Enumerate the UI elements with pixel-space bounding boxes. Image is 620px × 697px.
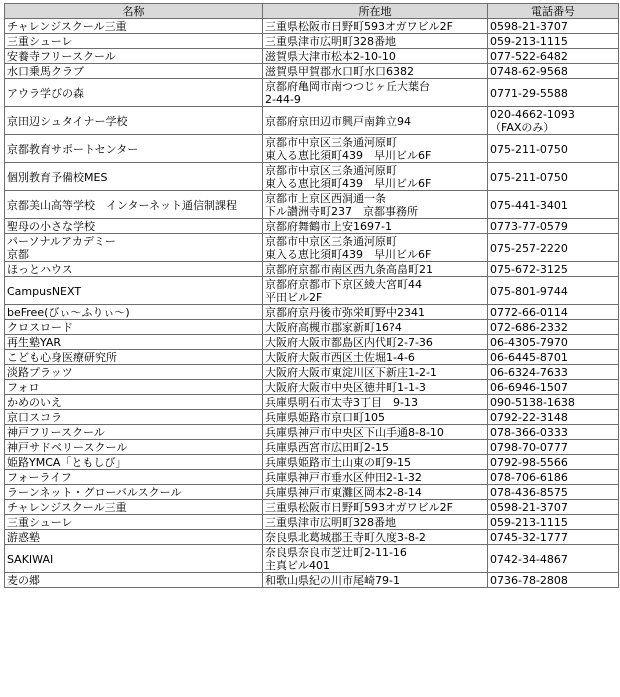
table-row	[5, 163, 619, 191]
school-phone: 0772-66-0114	[488, 305, 619, 320]
table-row	[5, 135, 619, 163]
school-name: 聖母の小さな学校	[5, 219, 263, 234]
table-row	[5, 234, 619, 262]
table-row	[5, 34, 619, 49]
table-row	[5, 573, 619, 588]
school-name: アウラ学びの森	[5, 79, 263, 107]
school-address: 京都府京都市下京区綾大宮町44 平田ビル2F	[263, 277, 488, 305]
school-address: 京都市上京区西洞通一条 下ル讃洲寺町237 京都事務所	[263, 191, 488, 219]
school-phone: 078-436-8575	[488, 485, 619, 500]
school-name: ラーンネット・グローバルスクール	[5, 485, 263, 500]
table-row	[5, 64, 619, 79]
table-row	[5, 380, 619, 395]
school-phone: 072-686-2332	[488, 320, 619, 335]
table-row	[5, 107, 619, 135]
school-phone: 0798-70-0777	[488, 440, 619, 455]
school-name: 京都美山高等学校 インターネット通信制課程	[5, 191, 263, 219]
school-phone: 075-257-2220	[488, 234, 619, 262]
school-phone: 0745-32-1777	[488, 530, 619, 545]
table-row	[5, 485, 619, 500]
school-address: 京都市中京区三条通河原町 東入る恵比須町439 早川ビル6F	[263, 234, 488, 262]
school-phone: 075-441-3401	[488, 191, 619, 219]
school-name: ほっとハウス	[5, 262, 263, 277]
school-address: 三重県津市広明町328番地	[263, 34, 488, 49]
school-address: 滋賀県大津市松本2-10-10	[263, 49, 488, 64]
school-name: SAKIWAI	[5, 545, 263, 573]
school-name: 姫路YMCA「ともしび」	[5, 455, 263, 470]
table-row	[5, 191, 619, 219]
table-row	[5, 500, 619, 515]
school-address: 大阪府高槻市郡家新町16?4	[263, 320, 488, 335]
school-phone: 075-672-3125	[488, 262, 619, 277]
school-phone: 0736-78-2808	[488, 573, 619, 588]
school-name: 安養寺フリースクール	[5, 49, 263, 64]
school-name: クロスロード	[5, 320, 263, 335]
school-name: 京田辺シュタイナー学校	[5, 107, 263, 135]
school-name: 水口乗馬クラブ	[5, 64, 263, 79]
school-name: パーソナルアカデミー 京都	[5, 234, 263, 262]
school-address: 兵庫県西宮市広田町2-15	[263, 440, 488, 455]
school-address: 三重県松阪市日野町593オガワビル2F	[263, 500, 488, 515]
school-address: 和歌山県紀の川市尾崎79-1	[263, 573, 488, 588]
school-phone: 075-801-9744	[488, 277, 619, 305]
table-row	[5, 530, 619, 545]
school-name: かめのいえ	[5, 395, 263, 410]
school-address: 大阪府大阪市東淀川区下新庄1-2-1	[263, 365, 488, 380]
school-phone: 059-213-1115	[488, 515, 619, 530]
school-address: 大阪府大阪市中央区徳井町1-1-3	[263, 380, 488, 395]
school-phone: 020-4662-1093 （FAXのみ）	[488, 107, 619, 135]
school-phone: 077-522-6482	[488, 49, 619, 64]
school-address: 兵庫県神戸市中央区下山手通8-8-10	[263, 425, 488, 440]
school-phone: 0742-34-4867	[488, 545, 619, 573]
school-name: こども心身医療研究所	[5, 350, 263, 365]
school-phone: 0598-21-3707	[488, 19, 619, 34]
school-name: フォーライフ	[5, 470, 263, 485]
school-address: 兵庫県明石市太寺3丁目 9-13	[263, 395, 488, 410]
school-name: CampusNEXT	[5, 277, 263, 305]
table-row	[5, 49, 619, 64]
school-address: 三重県津市広明町328番地	[263, 515, 488, 530]
school-phone: 0771-29-5588	[488, 79, 619, 107]
school-name: 游惑塾	[5, 530, 263, 545]
table-row	[5, 19, 619, 34]
school-name: 淡路プラッツ	[5, 365, 263, 380]
school-name: 神戸サドベリースクール	[5, 440, 263, 455]
table-row	[5, 365, 619, 380]
school-address: 滋賀県甲賀郡水口町水口6382	[263, 64, 488, 79]
school-address: 兵庫県神戸市東灘区岡本2-8-14	[263, 485, 488, 500]
school-phone: 059-213-1115	[488, 34, 619, 49]
school-phone: 06-4305-7970	[488, 335, 619, 350]
school-phone: 075-211-0750	[488, 163, 619, 191]
school-address: 京都市中京区三条通河原町 東入る恵比須町439 早川ビル6F	[263, 135, 488, 163]
table-row	[5, 395, 619, 410]
school-name: チャレンジスクール三重	[5, 500, 263, 515]
table-row	[5, 335, 619, 350]
table-row	[5, 440, 619, 455]
school-name: 再生塾YAR	[5, 335, 263, 350]
school-address: 三重県松阪市日野町593オガワビル2F	[263, 19, 488, 34]
school-address: 兵庫県神戸市垂水区仲田2-1-32	[263, 470, 488, 485]
table-row	[5, 515, 619, 530]
school-phone: 090-5138-1638	[488, 395, 619, 410]
school-phone: 075-211-0750	[488, 135, 619, 163]
school-phone: 0792-22-3148	[488, 410, 619, 425]
school-address: 京都市中京区三条通河原町 東入る恵比須町439 早川ビル6F	[263, 163, 488, 191]
school-address: 京都府京田辺市興戸南鉾立94	[263, 107, 488, 135]
table-row	[5, 79, 619, 107]
school-name: beFree(びぃ～ふりぃ～)	[5, 305, 263, 320]
table-row	[5, 320, 619, 335]
school-name: 麦の郷	[5, 573, 263, 588]
table-row	[5, 277, 619, 305]
column-header-name: 名称	[5, 4, 263, 19]
school-phone: 06-6324-7633	[488, 365, 619, 380]
table-row	[5, 545, 619, 573]
school-address: 京都府京丹後市弥栄町野中2341	[263, 305, 488, 320]
table-row	[5, 219, 619, 234]
school-name: 京口スコラ	[5, 410, 263, 425]
school-address: 京都府舞鶴市上安1697-1	[263, 219, 488, 234]
table-row	[5, 425, 619, 440]
school-phone: 078-366-0333	[488, 425, 619, 440]
table-row	[5, 262, 619, 277]
table-header-row	[5, 4, 619, 19]
school-name: 神戸フリースクール	[5, 425, 263, 440]
school-name: 三重シューレ	[5, 515, 263, 530]
school-name: 三重シューレ	[5, 34, 263, 49]
school-directory	[4, 3, 619, 588]
school-address: 奈良県北葛城郡王寺町久度3-8-2	[263, 530, 488, 545]
school-phone: 06-6445-8701	[488, 350, 619, 365]
school-phone: 0773-77-0579	[488, 219, 619, 234]
table-row	[5, 470, 619, 485]
school-name: チャレンジスクール三重	[5, 19, 263, 34]
school-address: 京都府亀岡市南つつじヶ丘大葉台 2-44-9	[263, 79, 488, 107]
school-address: 大阪府大阪市西区土佐堀1-4-6	[263, 350, 488, 365]
school-address: 兵庫県姫路市土山東の町9-15	[263, 455, 488, 470]
school-address: 奈良県奈良市芝辻町2-11-16 主真ビル401	[263, 545, 488, 573]
table-row	[5, 350, 619, 365]
school-address: 大阪府大阪市都島区内代町2-7-36	[263, 335, 488, 350]
column-header-tel: 電話番号	[488, 4, 619, 19]
school-phone: 0792-98-5566	[488, 455, 619, 470]
table-row	[5, 410, 619, 425]
school-address: 京都府京都市南区西九条高畠町21	[263, 262, 488, 277]
school-phone: 0598-21-3707	[488, 500, 619, 515]
school-phone: 0748-62-9568	[488, 64, 619, 79]
school-name: 個別教育予備校MES	[5, 163, 263, 191]
school-name: フォロ	[5, 380, 263, 395]
column-header-address: 所在地	[263, 4, 488, 19]
school-phone: 06-6946-1507	[488, 380, 619, 395]
table-row	[5, 455, 619, 470]
school-address: 兵庫県姫路市京口町105	[263, 410, 488, 425]
table-row	[5, 305, 619, 320]
school-table	[4, 3, 619, 588]
school-phone: 078-706-6186	[488, 470, 619, 485]
school-name: 京都教育サポートセンター	[5, 135, 263, 163]
